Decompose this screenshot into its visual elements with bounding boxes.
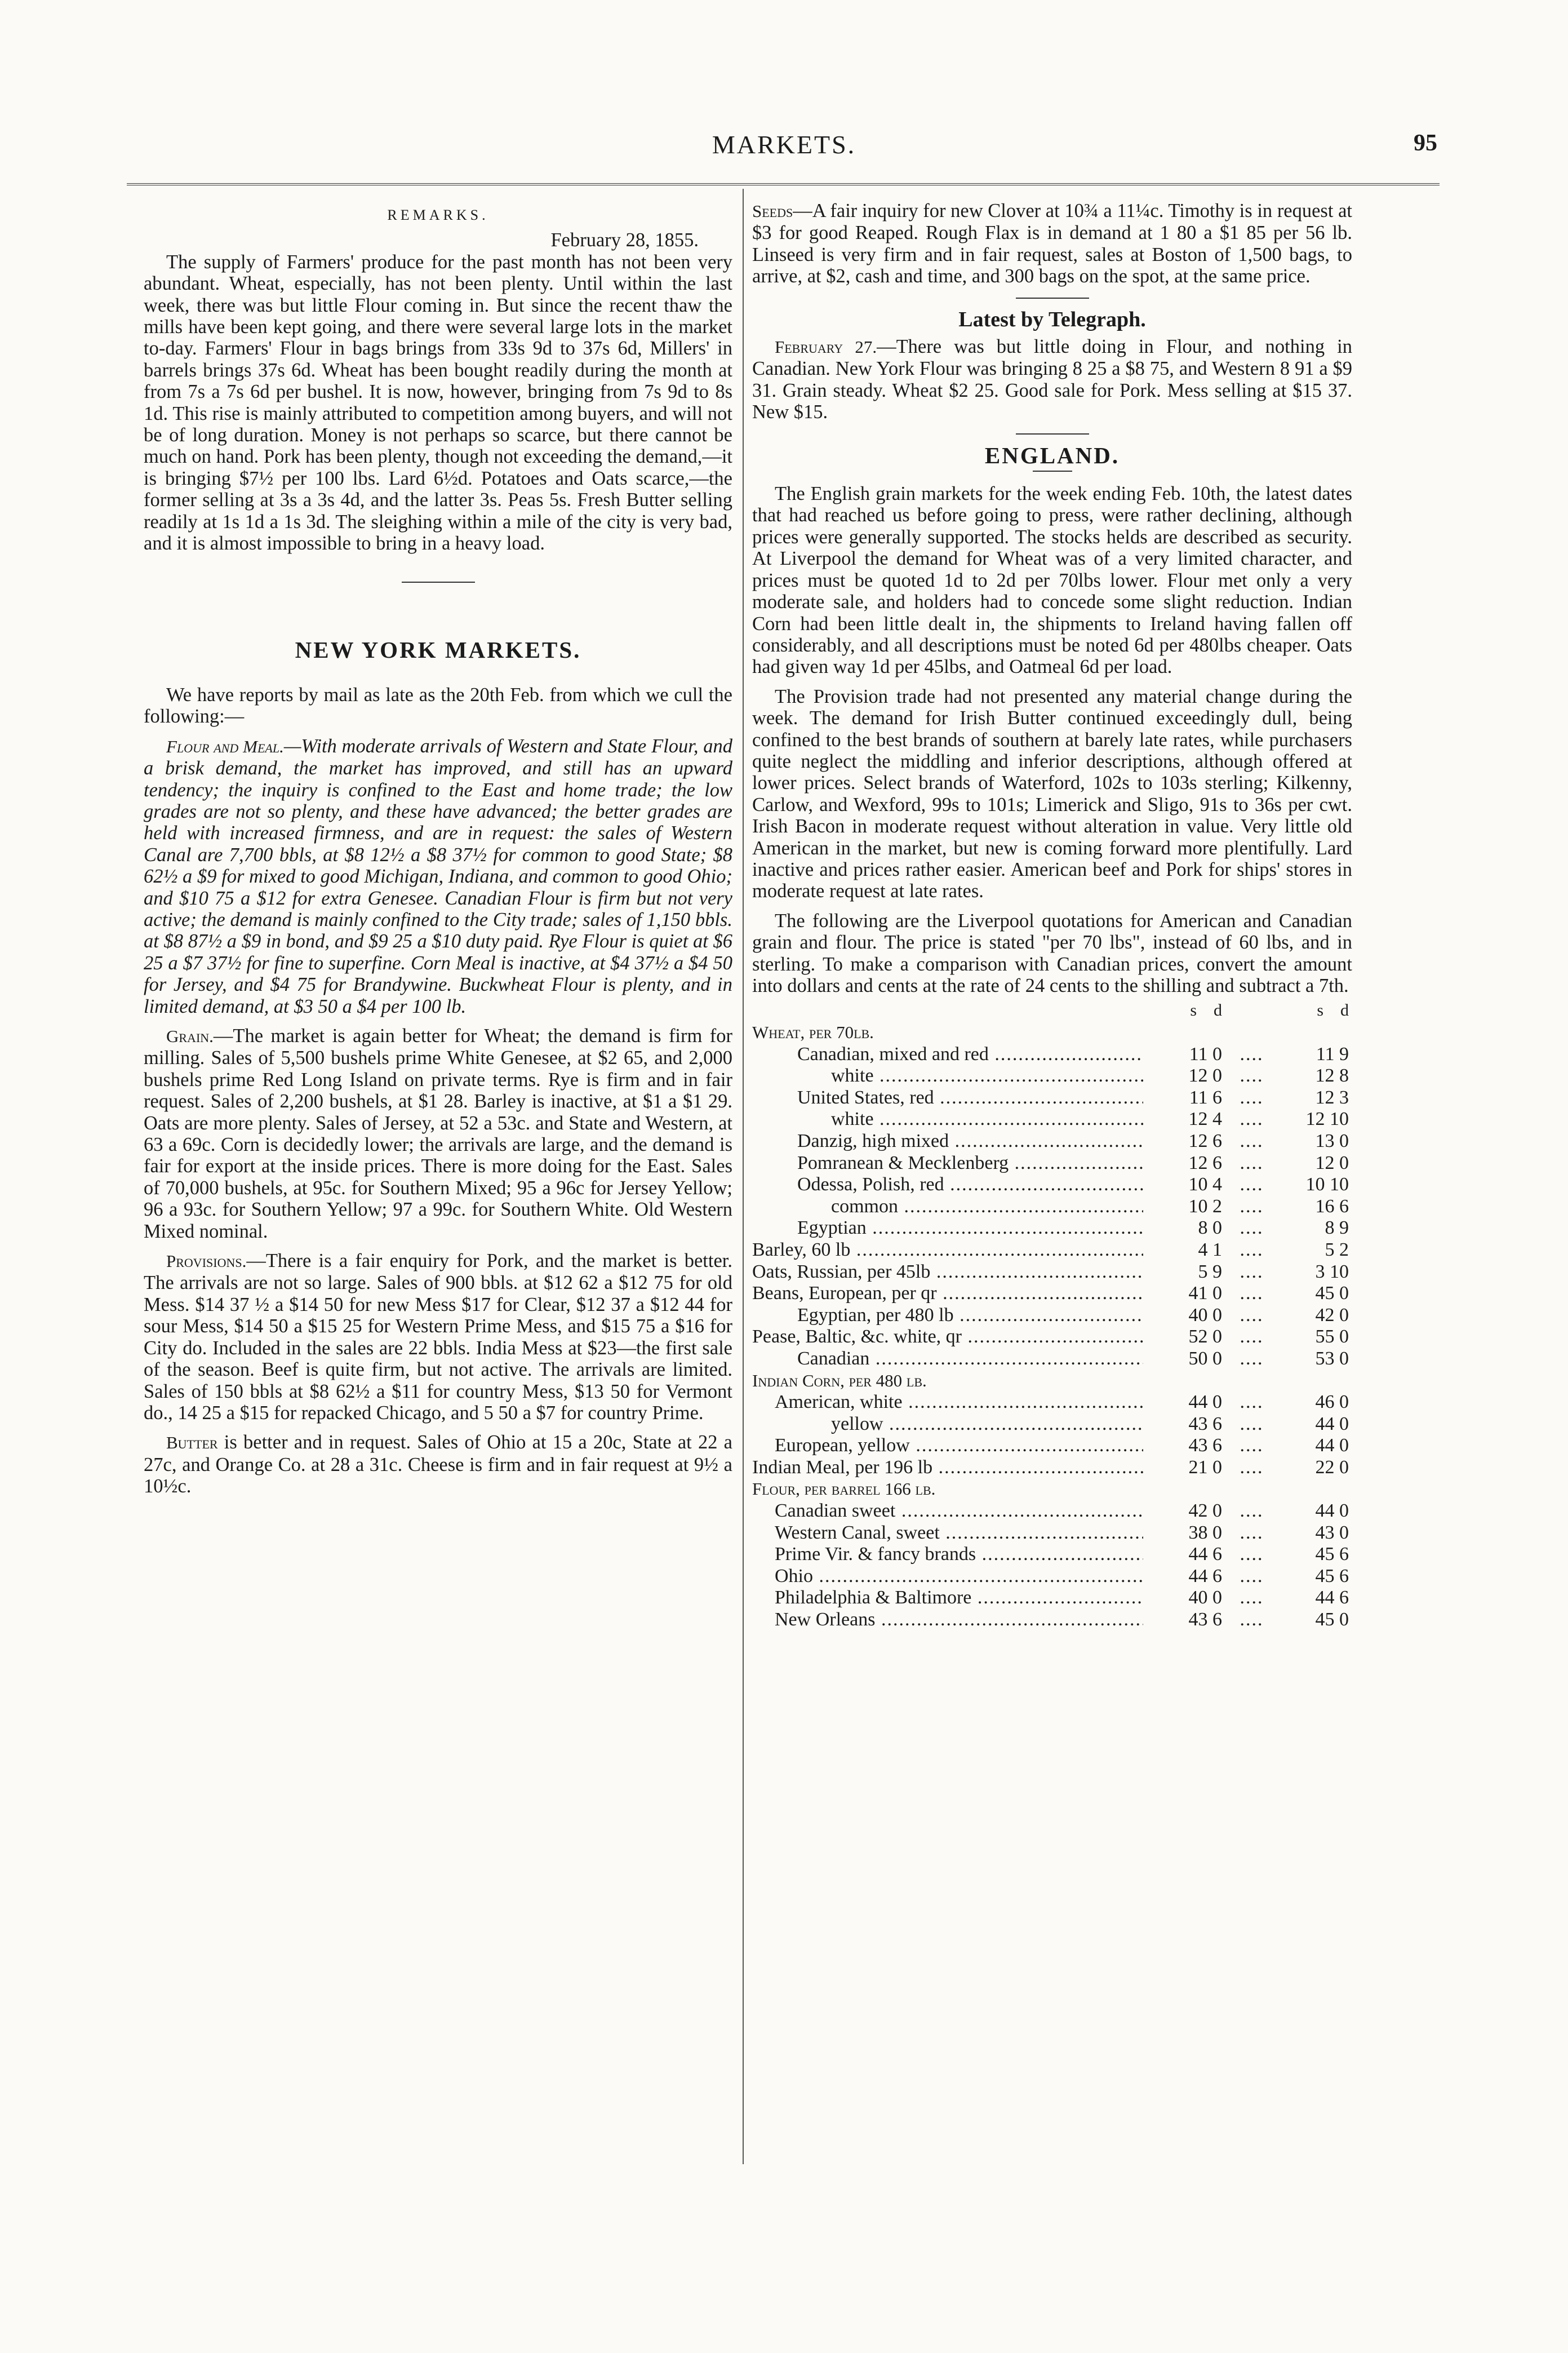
row-separator: .... <box>1240 1326 1264 1348</box>
row-label: Pomranean & Mecklenberg ..... <box>752 1153 1143 1175</box>
row-price-low: 43 6 <box>1188 1413 1222 1434</box>
running-head <box>0 130 1568 169</box>
liverpool-quotations-table <box>752 1000 1352 1630</box>
table-row <box>752 1566 1352 1588</box>
row-price-low: 42 0 <box>1188 1500 1222 1522</box>
table-row <box>752 1087 1352 1109</box>
grain-label: Grain. <box>166 1026 214 1046</box>
section-divider <box>1016 433 1089 435</box>
row-separator: .... <box>1240 1609 1264 1630</box>
table-row <box>752 1131 1352 1153</box>
row-price-high: 13 0 <box>1315 1130 1349 1151</box>
row-label: Egyptian ..... <box>752 1217 1143 1239</box>
row-label: Barley, 60 lb ..... <box>752 1239 1143 1261</box>
row-label: Wheat, per 70lb. <box>752 1022 874 1042</box>
table-row <box>752 1500 1352 1522</box>
row-price-low: 41 0 <box>1188 1283 1222 1304</box>
table-row <box>752 1413 1352 1435</box>
table-group-row <box>752 1370 1352 1392</box>
row-separator: .... <box>1240 1304 1264 1326</box>
column-header-shillings-low: s d <box>1190 1001 1222 1020</box>
flour-and-meal-label: Flour and Meal. <box>166 736 284 756</box>
row-price-low: 50 0 <box>1188 1348 1222 1369</box>
row-label: Egyptian, per 480 lb ..... <box>752 1305 1143 1327</box>
row-label: Danzig, high mixed ..... <box>752 1131 1143 1153</box>
row-price-high: 22 0 <box>1315 1456 1349 1478</box>
row-price-high: 10 10 <box>1305 1174 1349 1195</box>
row-price-low: 12 6 <box>1188 1130 1222 1151</box>
row-price-low: 11 0 <box>1189 1043 1222 1065</box>
row-price-low: 43 6 <box>1188 1609 1222 1630</box>
left-column <box>144 200 732 1497</box>
row-label: Ohio ..... <box>752 1566 1143 1588</box>
row-label: Canadian, mixed and red ..... <box>752 1044 1143 1066</box>
butter-text: is better and in request. Sales of Ohio at 15 a 20c, State at 22 a 27c, and Orange Co. at 28 a 31c. Cheese is firm and in fair request at 9½ a 10½c. <box>144 1432 732 1497</box>
row-price-high: 12 10 <box>1305 1109 1349 1130</box>
row-price-low: 10 4 <box>1188 1174 1222 1195</box>
row-separator: .... <box>1240 1456 1264 1478</box>
row-price-low: 12 0 <box>1188 1065 1222 1087</box>
row-price-low: 44 6 <box>1188 1565 1222 1587</box>
row-price-low: 8 0 <box>1198 1217 1222 1239</box>
provisions-paragraph <box>144 1250 732 1424</box>
remarks-heading: REMARKS. <box>387 207 489 223</box>
row-price-low: 40 0 <box>1188 1587 1222 1608</box>
seeds-paragraph <box>752 200 1352 287</box>
row-separator: .... <box>1240 1500 1264 1522</box>
row-label: European, yellow ..... <box>752 1435 1143 1457</box>
row-separator: .... <box>1240 1195 1264 1217</box>
row-label: Pease, Baltic, &c. white, qr ..... <box>752 1326 1143 1348</box>
row-price-low: 43 6 <box>1188 1435 1222 1456</box>
table-row <box>752 1522 1352 1544</box>
row-price-high: 45 6 <box>1315 1565 1349 1587</box>
row-price-high: 44 0 <box>1315 1435 1349 1456</box>
row-price-high: 3 10 <box>1315 1261 1349 1282</box>
table-row <box>752 1544 1352 1566</box>
row-price-low: 52 0 <box>1188 1326 1222 1348</box>
row-separator: .... <box>1240 1174 1264 1195</box>
row-price-high: 5 2 <box>1325 1239 1349 1260</box>
flour-and-meal-text: —With moderate arrivals of Western and State Flour, and a brisk demand, the market has improved, and still has an upward tendency; the inquiry is confined to the East and home trade; the low grades are not so plenty, and these have advanced; the better grades are held with increased firmness, and are in request: the sales of Western Canal are 7,700 bbls, at $8 12½ a $8 37½ for common to good State; $8 62½ a $9 for mixed to good Michigan, Indiana, and common to good Ohio; and $10 75 a $12 for extra Genesee. Canadian Flour is firm but not very active; the demand is mainly confined to the City trade; sales of 1,150 bbls. at $8 87½ a $9 in bond, and $9 25 a $10 duty paid. Rye Flour is quiet at $6 25 a $7 37½ for fine to superfine. Corn Meal is inactive, at $4 37½ a $4 50 for Jersey, and $4 75 for Brandywine. Buckwheat Flour is plenty, and in limited demand, at $3 50 a $4 per 100 lb. <box>144 735 732 1017</box>
row-price-low: 40 0 <box>1188 1304 1222 1326</box>
row-price-low: 5 9 <box>1198 1261 1222 1282</box>
row-label: Oats, Russian, per 45lb ..... <box>752 1261 1143 1283</box>
table-row <box>752 1348 1352 1370</box>
table-row <box>752 1326 1352 1348</box>
table-row <box>752 1153 1352 1175</box>
column-rule <box>743 189 744 2164</box>
row-price-low: 10 2 <box>1188 1195 1222 1217</box>
row-price-high: 42 0 <box>1315 1304 1349 1326</box>
row-price-high: 8 9 <box>1325 1217 1349 1239</box>
header-rule <box>127 183 1440 185</box>
provisions-text: —There is a fair enquiry for Pork, and the market is better. The arrivals are not so large. Sales of 900 bbls. at $12 62 a $12 75 for old Mess. $14 37 ½ a $14 50 for new Mess $17 for Clear, $12 37 a $12 44 for sour Mess, $14 50 a $15 25 for Western Prime Mess, and $15 75 a $16 for City do. Included in the sales are 22 bbls. India Mess at $23—the first sale of the season. Beef is quite firm, but not active. The arrivals are limited. Sales of 150 bbls at $8 62½ a $11 for country Mess, $13 50 for Vermont do., 14 25 a $15 for repacked Chicago, and 5 50 a $7 for country Prime. <box>144 1250 732 1424</box>
row-label: common ..... <box>752 1196 1143 1218</box>
row-label: Flour, per barrel 166 lb. <box>752 1479 936 1499</box>
row-label: United States, red ..... <box>752 1087 1143 1109</box>
row-label: Beans, European, per qr ..... <box>752 1283 1143 1305</box>
row-label: yellow ..... <box>752 1413 1143 1435</box>
row-separator: .... <box>1240 1392 1264 1413</box>
row-separator: .... <box>1240 1043 1264 1065</box>
heading-underline <box>1033 471 1072 472</box>
table-row <box>752 1174 1352 1196</box>
row-separator: .... <box>1240 1435 1264 1456</box>
table-row <box>752 1196 1352 1218</box>
grain-paragraph <box>144 1025 732 1242</box>
telegraph-label: February 27. <box>775 337 877 357</box>
row-price-high: 44 0 <box>1315 1500 1349 1522</box>
england-paragraph-3: The following are the Liverpool quotations for American and Canadian grain and flour. The price is stated "per 70 lbs", instead of 60 lbs, and in sterling. To make a comparison with Canadian prices, convert the amount into dollars and cents at the rate of 24 cents to the shilling and subtract a 7th. <box>752 910 1352 996</box>
telegraph-paragraph <box>752 336 1352 423</box>
table-row <box>752 1609 1352 1631</box>
row-price-high: 45 6 <box>1315 1544 1349 1565</box>
row-price-low: 44 6 <box>1188 1544 1222 1565</box>
table-group-row <box>752 1478 1352 1500</box>
row-price-low: 44 0 <box>1188 1392 1222 1413</box>
row-label: Canadian sweet ..... <box>752 1500 1143 1522</box>
table-row <box>752 1239 1352 1261</box>
table-row <box>752 1065 1352 1087</box>
table-row <box>752 1305 1352 1327</box>
row-separator: .... <box>1240 1152 1264 1173</box>
new-york-heading: NEW YORK MARKETS. <box>295 636 581 663</box>
row-price-high: 44 0 <box>1315 1413 1349 1434</box>
butter-label: Butter <box>166 1433 218 1453</box>
row-price-high: 12 3 <box>1315 1087 1349 1108</box>
row-separator: .... <box>1240 1565 1264 1587</box>
grain-text: —The market is again better for Wheat; the demand is firm for milling. Sales of 5,500 bushels prime White Genesee, at $2 65, and 2,000 bushels prime Red Long Island on private terms. Rye is firm and in fair request. Sales of 2,200 bushels, at $1 28. Barley is inactive, at $1 a $1 29. Oats are more plenty. Sales of Jersey, at 52 a 53c. and State and Western, at 63 a 69c. Corn is decidedly lower; the arrivals are large, and the demand is fair for export at the inside prices. There is more doing for the East. Sales of 70,000 bushels, at 95c. for Southern Mixed; 95 a 96c for Jersey Yellow; 96 a 93c. for Southern Yellow; 97 a 99c. for Southern White. Old Western Mixed nominal. <box>144 1025 732 1242</box>
row-separator: .... <box>1240 1239 1264 1260</box>
row-price-high: 55 0 <box>1315 1326 1349 1348</box>
row-label: Prime Vir. & fancy brands ..... <box>752 1544 1143 1566</box>
right-column <box>752 200 1352 1631</box>
table-row <box>752 1283 1352 1305</box>
table-row <box>752 1457 1352 1479</box>
row-price-high: 46 0 <box>1315 1392 1349 1413</box>
row-separator: .... <box>1240 1109 1264 1130</box>
table-row <box>752 1587 1352 1609</box>
row-label: white ..... <box>752 1109 1143 1131</box>
flour-and-meal-paragraph <box>144 735 732 1017</box>
row-separator: .... <box>1240 1348 1264 1369</box>
row-price-high: 11 9 <box>1316 1043 1349 1065</box>
row-price-high: 44 6 <box>1315 1587 1349 1608</box>
row-separator: .... <box>1240 1544 1264 1565</box>
england-paragraph-1: The English grain markets for the week ending Feb. 10th, the latest dates that had reached us before going to press, were rather declining, although prices were generally supported. The stocks helds are described as security. At Liverpool the demand for Wheat was of a very limited character, and prices must be quoted 1d to 2d per 70lbs lower. Flour met only a very moderate sale, and holders had to concede some slight reduction. Indian Corn had been little dealt in, the shipments to Ireland having fallen off considerably, and all descriptions must be noted 6d per 480lbs cheaper. Oats had given way 1d per 45lbs, and Oatmeal 6d per load. <box>752 483 1352 678</box>
row-price-high: 16 6 <box>1315 1195 1349 1217</box>
row-price-low: 11 6 <box>1189 1087 1222 1108</box>
row-price-high: 12 0 <box>1315 1152 1349 1173</box>
remarks-date: February 28, 1855. <box>550 229 699 251</box>
section-divider <box>1016 298 1089 299</box>
section-divider <box>402 582 475 583</box>
row-separator: .... <box>1240 1261 1264 1282</box>
row-price-low: 21 0 <box>1188 1456 1222 1478</box>
seeds-label: Seeds <box>752 201 793 221</box>
row-price-low: 12 4 <box>1188 1109 1222 1130</box>
table-row <box>752 1109 1352 1131</box>
row-label: Western Canal, sweet ..... <box>752 1522 1143 1544</box>
row-separator: .... <box>1240 1217 1264 1239</box>
seeds-text: —A fair inquiry for new Clover at 10¾ a 11¼c. Timothy is in request at $3 for good Reaped. Rough Flax is in demand at 1 80 a $1 85 per 56 lb. Linseed is very firm and in fair request, sales at Boston of 1,500 bags, to arrive, at $2, cash and time, and 300 bags on the spot, at the same price. <box>752 200 1352 287</box>
row-separator: .... <box>1240 1587 1264 1608</box>
row-price-low: 38 0 <box>1188 1522 1222 1543</box>
new-york-intro: We have reports by mail as late as the 20th Feb. from which we cull the following:— <box>144 684 732 728</box>
table-header-row <box>752 1000 1352 1022</box>
row-price-high: 45 0 <box>1315 1609 1349 1630</box>
row-label: white ..... <box>752 1065 1143 1087</box>
row-label: Indian Meal, per 196 lb ..... <box>752 1457 1143 1479</box>
row-label: New Orleans ..... <box>752 1609 1143 1631</box>
provisions-label: Provisions. <box>166 1251 247 1271</box>
table-row <box>752 1261 1352 1283</box>
row-price-high: 53 0 <box>1315 1348 1349 1369</box>
row-label: Canadian ..... <box>752 1348 1143 1370</box>
row-price-high: 43 0 <box>1315 1522 1349 1543</box>
row-separator: .... <box>1240 1087 1264 1108</box>
row-label: Philadelphia & Baltimore ..... <box>752 1587 1143 1609</box>
england-heading: ENGLAND. <box>984 442 1120 468</box>
england-paragraph-2: The Provision trade had not presented any material change during the week. The demand for Irish Butter continued exceedingly dull, being confined to the best brands of southern at barely late rates, while purchasers quite neglect the middling and inferior descriptions, although offered at lower prices. Select brands of Waterford, 102s to 103s sterling; Kilkenny, Carlow, and Wexford, 99s to 101s; Limerick and Sligo, 91s to 36s per cwt. Irish Bacon in moderate request without alteration in value. Very little old American in the market, but new is coming forward more plentifully. Lard inactive and prices rather easier. American beef and Pork for ships' stores in moderate request at late rates. <box>752 685 1352 902</box>
butter-paragraph <box>144 1432 732 1497</box>
row-separator: .... <box>1240 1522 1264 1543</box>
remarks-paragraph: The supply of Farmers' produce for the past month has not been very abundant. Wheat, especially, has not been plenty. Until within the last week, there was but little Flour coming in. But since the recent thaw the mills have been kept going, and there were several large lots in the market to-day. Farmers' Flour in bags brings from 33s 9d to 37s 6d, Millers' in barrels brings 37s 6d. Wheat has been bought readily during the month at from 7s a 7s 6d per bushel. It is now, however, bringing from 7s 9d to 8s 1d. This rise is mainly attributed to competition among buyers, and will not be of long duration. Money is not perhaps so scarce, but there cannot be much on hand. Pork has been plenty, though not exceeding the demand,—it is bringing $7½ per 100 lbs. Lard 6½d. Potatoes and Oats scarce,—the former selling at 3s a 3s 4d, and the latter 3s. Peas 5s. Fresh Butter selling readily at 1s 1d a 1s 3d. The sleighing within a mile of the city is very bad, and it is almost impossible to bring in a heavy load. <box>144 251 732 555</box>
row-separator: .... <box>1240 1283 1264 1304</box>
row-price-high: 12 8 <box>1315 1065 1349 1087</box>
table-row <box>752 1392 1352 1413</box>
row-label: Odessa, Polish, red ..... <box>752 1174 1143 1196</box>
row-price-low: 12 6 <box>1188 1152 1222 1173</box>
row-separator: .... <box>1240 1065 1264 1087</box>
row-label: Indian Corn, per 480 lb. <box>752 1370 927 1390</box>
row-separator: .... <box>1240 1130 1264 1151</box>
table-row <box>752 1044 1352 1066</box>
table-row <box>752 1435 1352 1457</box>
table-row <box>752 1217 1352 1239</box>
running-title: MARKETS. <box>712 130 856 159</box>
row-price-low: 4 1 <box>1198 1239 1222 1260</box>
telegraph-heading: Latest by Telegraph. <box>958 307 1146 331</box>
row-label: American, white ..... <box>752 1392 1143 1413</box>
table-group-row <box>752 1022 1352 1044</box>
row-price-high: 45 0 <box>1315 1283 1349 1304</box>
page-number: 95 <box>1414 130 1437 156</box>
row-separator: .... <box>1240 1413 1264 1434</box>
telegraph-text: —There was but little doing in Flour, and nothing in Canadian. New York Flour was bringing 8 25 a $8 75, and Western 8 91 a $9 31. Grain steady. Wheat $2 25. Good sale for Pork. Mess selling at $15 37. New $15. <box>752 336 1352 423</box>
column-header-shillings-high: s d <box>1317 1001 1349 1020</box>
